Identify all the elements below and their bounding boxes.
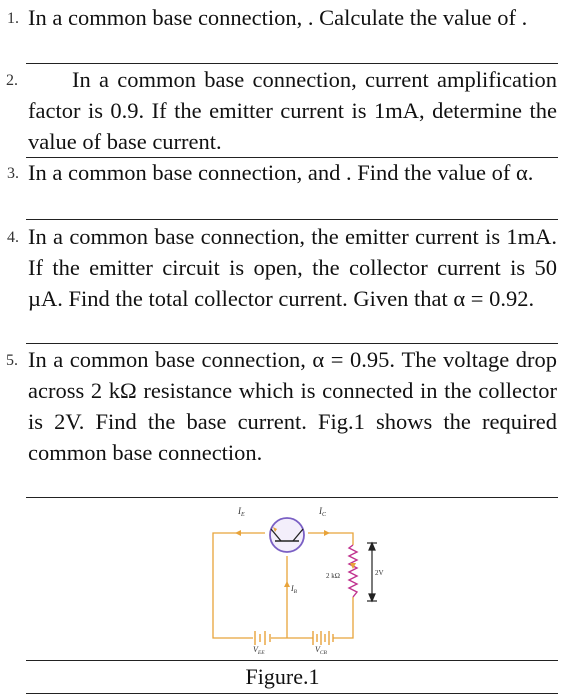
question-text: In a common base connection, and . Find the value of α. xyxy=(28,160,534,185)
vcb-battery xyxy=(313,631,333,645)
ic-arrow-icon xyxy=(324,530,330,536)
figure-caption: Figure.1 xyxy=(245,664,320,689)
emitter-wire xyxy=(213,533,265,638)
resistor-current-arrow-icon xyxy=(350,563,356,569)
vcb-label: $V_{CB}$ xyxy=(315,645,327,655)
resistor-label: 2 kΩ xyxy=(326,572,340,580)
question-number: 5. xyxy=(6,352,18,369)
divider xyxy=(26,693,558,694)
collector-wire xyxy=(308,533,353,545)
question-text: In a common base connection, α = 0.95. The voltage drop across 2 kΩ resistance which is connected in the collector is 2V. Find the base current. Fig.1 shows the required common base connection. xyxy=(28,347,557,465)
ib-arrow-icon xyxy=(284,581,290,587)
divider xyxy=(26,660,558,661)
vee-battery xyxy=(255,631,270,645)
question-number: 4. xyxy=(7,229,19,246)
question-number: 3. xyxy=(7,165,19,182)
question-number: 2. xyxy=(6,72,18,89)
ib-label: $I_B$ xyxy=(291,584,298,595)
ic-label: $I_C$ xyxy=(319,506,327,518)
divider xyxy=(26,497,558,498)
vee-label: $V_{EE}$ xyxy=(253,645,265,655)
ie-label: $I_E$ xyxy=(238,506,245,518)
question-5 xyxy=(6,344,557,468)
ie-arrow-icon xyxy=(235,530,241,536)
question-text: In a common base connection, the emitter current is 1mA. If the emitter circuit is open, the collector current is 50 µA. Find the total collector current. Given that α = 0.92. xyxy=(28,224,557,311)
question-text: In a common base connection, current amplification factor is 0.9. If the emitter current is 1mA, determine the value of base current. xyxy=(28,67,557,154)
question-2 xyxy=(6,64,557,157)
resistor-2kohm xyxy=(349,545,357,597)
divider xyxy=(26,219,558,220)
collector-return-wire xyxy=(333,597,353,638)
circuit-diagram xyxy=(205,505,395,655)
question-4 xyxy=(7,221,557,314)
question-number: 1. xyxy=(7,10,19,27)
question-1 xyxy=(7,2,557,33)
voltage-label: 2V xyxy=(375,569,384,577)
question-3 xyxy=(7,157,557,188)
question-text: In a common base connection, . Calculate the value of . xyxy=(28,5,528,30)
common-base-circuit-figure xyxy=(205,505,395,655)
transistor-icon xyxy=(270,518,304,552)
